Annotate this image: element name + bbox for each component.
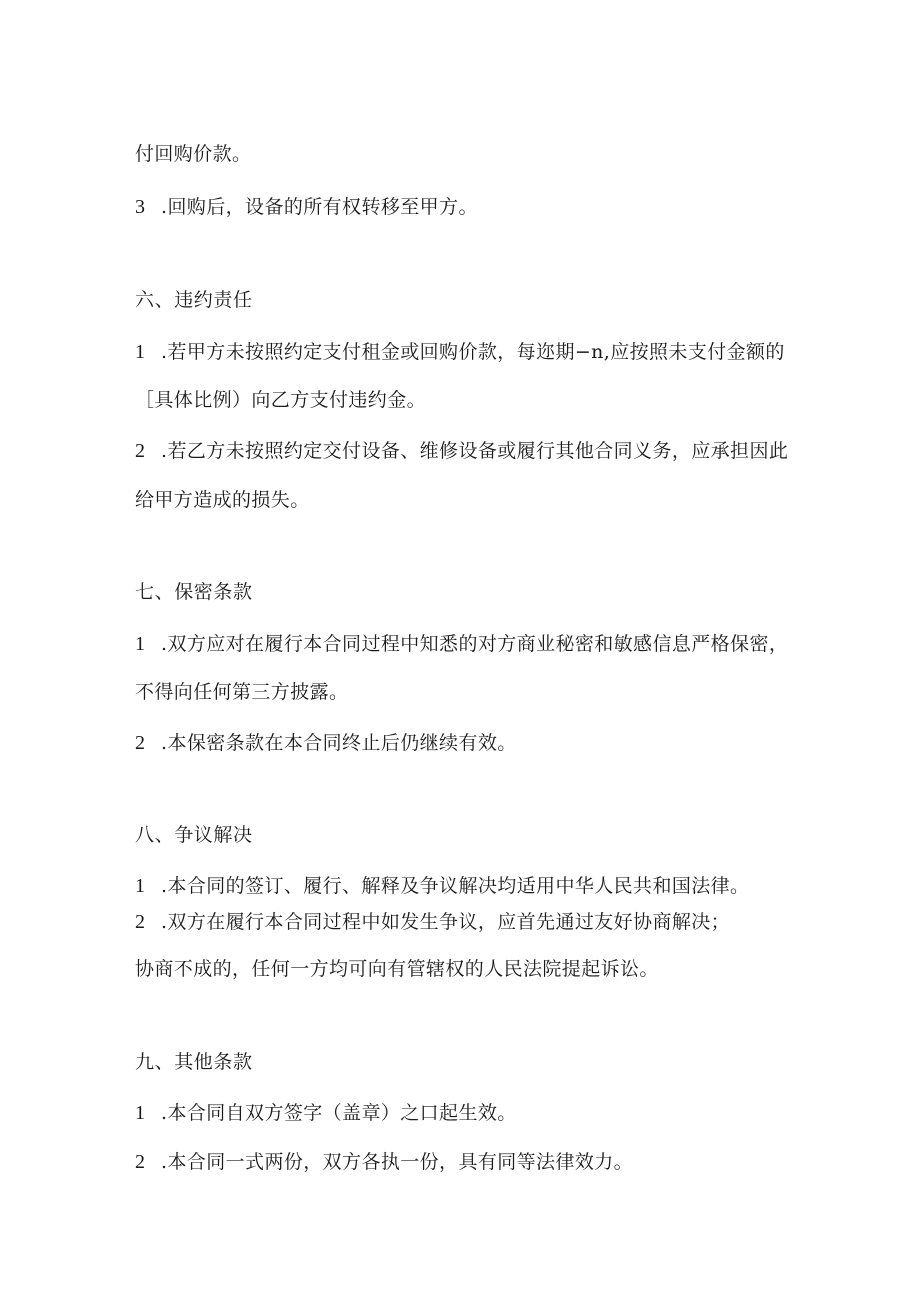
clause-text: .本合同一式两份，双方各执一份，具有同等法律效力。 bbox=[161, 1151, 634, 1173]
clause-number: 2 bbox=[135, 440, 146, 462]
clause-text: .本合同自双方签字（盖章）之口起生效。 bbox=[161, 1102, 517, 1124]
section-heading bbox=[135, 288, 253, 312]
line-text: 协商不成的，任何一方均可向有管辖权的人民法院提起诉讼。 bbox=[135, 958, 659, 980]
clause-number: 2 bbox=[135, 1151, 146, 1173]
paragraph-continuation bbox=[135, 488, 310, 512]
section-heading bbox=[135, 580, 253, 604]
paragraph-continuation bbox=[135, 388, 426, 412]
line-text: 不得向任何第三方披露。 bbox=[135, 681, 349, 703]
section-heading bbox=[135, 823, 253, 847]
clause-number: 1 bbox=[135, 633, 146, 655]
clause-item bbox=[135, 731, 517, 755]
clause-number: 2 bbox=[135, 911, 146, 933]
section-heading bbox=[135, 1050, 253, 1074]
clause-item bbox=[135, 910, 730, 934]
clause-number: 1 bbox=[135, 1102, 146, 1124]
paragraph-continuation bbox=[135, 680, 348, 704]
clause-text: .本保密条款在本合同终止后仍继续有效。 bbox=[161, 732, 517, 754]
clause-number: 2 bbox=[135, 732, 146, 754]
clause-number: 1 bbox=[135, 875, 146, 897]
line-text: 给甲方造成的损失。 bbox=[135, 489, 310, 511]
clause-text: .若甲方未按照约定支付租金或回购价款，每迩期−n,应按照未支付金额的 bbox=[161, 341, 785, 363]
line-text: 付回购价款。 bbox=[135, 143, 252, 165]
clause-item bbox=[135, 1101, 517, 1125]
clause-text: .双方在履行本合同过程中如发生争议，应首先通过友好协商解决； bbox=[161, 911, 731, 933]
clause-item bbox=[135, 874, 749, 898]
clause-text: .双方应对在履行本合同过程中知悉的对方商业秘密和敏感信息严格保密， bbox=[161, 633, 789, 655]
clause-item bbox=[135, 340, 785, 364]
clause-item bbox=[135, 195, 478, 219]
clause-item bbox=[135, 439, 788, 463]
clause-number: 3 bbox=[135, 196, 146, 218]
clause-number: 1 bbox=[135, 341, 146, 363]
clause-text: .本合同的签订、履行、解释及争议解决均适用中华人民共和国法律。 bbox=[161, 875, 750, 897]
clause-text: .回购后，设备的所有权转移至甲方。 bbox=[161, 196, 478, 218]
section-title: 六、违约责任 bbox=[135, 289, 253, 311]
line-text: ［具体比例）向乙方支付违约金。 bbox=[135, 389, 427, 411]
section-title: 九、其他条款 bbox=[135, 1051, 253, 1073]
paragraph-continuation bbox=[135, 142, 251, 166]
paragraph-continuation bbox=[135, 957, 659, 981]
section-title: 七、保密条款 bbox=[135, 581, 253, 603]
clause-item bbox=[135, 1150, 633, 1174]
clause-text: .若乙方未按照约定交付设备、维修设备或履行其他合同义务，应承担因此 bbox=[161, 440, 789, 462]
clause-item bbox=[135, 632, 788, 656]
section-title: 八、争议解决 bbox=[135, 824, 253, 846]
